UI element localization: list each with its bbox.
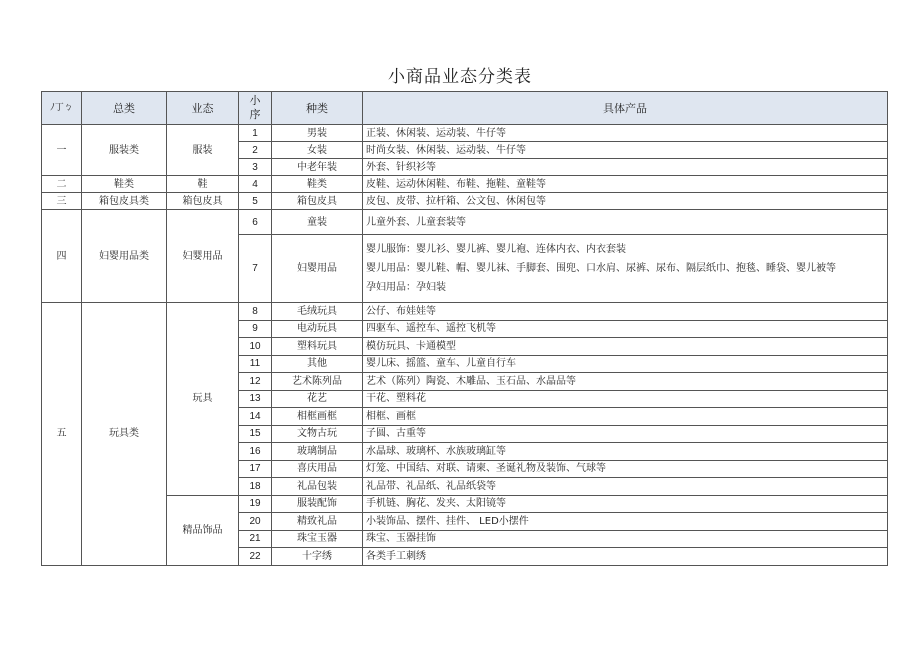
row-products: [363, 548, 888, 566]
product-line: 婴儿用品：婴儿鞋、帽、婴儿袜、手脚套、围兜、口水肩、尿裤、尿布、隔层纸巾、抱毯、睡袋、婴儿被等: [366, 263, 836, 274]
row-seq: 二: [42, 176, 82, 193]
product-line: 孕妇用品：孕妇装: [366, 282, 446, 293]
row-num: 3: [239, 159, 272, 176]
row-kind: 其他: [272, 355, 363, 373]
row-kind: 中老年装: [272, 159, 363, 176]
product-line: 各类手工刺绣: [366, 550, 426, 562]
product-line: 艺术（陈列）陶瓷、木雕品、玉石品、水晶品等: [366, 375, 576, 387]
row-num: 5: [239, 193, 272, 210]
row-business: 妇婴用品: [167, 210, 239, 303]
table-header-row: [42, 92, 888, 125]
row-kind: 珠宝玉器: [272, 530, 363, 548]
row-kind: 电动玩具: [272, 320, 363, 338]
table-body: [42, 125, 888, 566]
row-kind: 妇婴用品: [272, 235, 363, 303]
row-products: [363, 425, 888, 443]
header-business: 业态: [167, 92, 239, 125]
row-products: [363, 530, 888, 548]
header-category: 总类: [82, 92, 167, 125]
row-products: [363, 125, 888, 142]
row-kind: 鞋类: [272, 176, 363, 193]
header-num: 小 序: [239, 92, 272, 125]
row-kind: 花艺: [272, 390, 363, 408]
row-kind: 艺术陈列品: [272, 373, 363, 391]
row-kind: 精致礼品: [272, 513, 363, 531]
row-kind: 塑料玩具: [272, 338, 363, 356]
row-products: [363, 176, 888, 193]
row-seq: 五: [42, 303, 82, 566]
product-line: 子圆、古重等: [366, 428, 426, 440]
row-products: [363, 142, 888, 159]
row-products: [363, 443, 888, 461]
row-kind: 箱包皮具: [272, 193, 363, 210]
product-line: 婴儿床、摇篮、童车、儿童自行车: [366, 358, 516, 370]
product-line: 干花、塑料花: [366, 393, 426, 405]
row-kind: 文物古玩: [272, 425, 363, 443]
table-row: [42, 495, 888, 513]
row-num: 16: [239, 443, 272, 461]
product-line: 婴儿服饰：婴儿衫、婴儿裤、婴儿袍、连体内衣、内衣套装: [366, 244, 626, 255]
row-category: 鞋类: [82, 176, 167, 193]
row-kind: 童装: [272, 210, 363, 235]
row-num: 6: [239, 210, 272, 235]
table-row: [42, 125, 888, 142]
row-num: 21: [239, 530, 272, 548]
row-num: 12: [239, 373, 272, 391]
row-kind: 毛绒玩具: [272, 303, 363, 321]
row-num: 1: [239, 125, 272, 142]
row-products: [363, 478, 888, 496]
product-line: 礼品带、礼品纸、礼品纸袋等: [366, 480, 496, 492]
row-category: 妇婴用品类: [82, 210, 167, 303]
row-num: 19: [239, 495, 272, 513]
row-num: 4: [239, 176, 272, 193]
table-row: [42, 210, 888, 235]
row-products: [363, 320, 888, 338]
row-num: 11: [239, 355, 272, 373]
row-products: [363, 460, 888, 478]
row-kind: 男装: [272, 125, 363, 142]
row-category: 玩具类: [82, 303, 167, 566]
row-products: [363, 303, 888, 321]
row-num: 17: [239, 460, 272, 478]
row-products: [363, 355, 888, 373]
row-num: 22: [239, 548, 272, 566]
row-kind: 玻璃制品: [272, 443, 363, 461]
row-products: [363, 193, 888, 210]
product-line: 公仔、布娃娃等: [366, 305, 436, 317]
row-products: [363, 159, 888, 176]
row-products: [363, 390, 888, 408]
row-kind: 十字绣: [272, 548, 363, 566]
product-line: 儿童外套、儿童套装等: [366, 216, 466, 228]
product-line: 水晶球、玻璃杯、水族玻璃缸等: [366, 445, 506, 457]
header-products: 具体产品: [363, 92, 888, 125]
row-kind: 喜庆用品: [272, 460, 363, 478]
row-products: [363, 373, 888, 391]
product-line: 外套、针织衫等: [366, 161, 436, 173]
product-line: 模仿玩具、卡通模型: [366, 340, 456, 352]
product-line: 四驱车、遥控车、遥控飞机等: [366, 323, 496, 335]
product-line: 时尚女装、休闲装、运动装、牛仔等: [366, 144, 526, 156]
row-business: 服装: [167, 125, 239, 176]
row-products: [363, 235, 888, 303]
header-seq: ﾉ丁ㄅ: [42, 92, 82, 125]
row-num: 9: [239, 320, 272, 338]
row-num: 13: [239, 390, 272, 408]
row-num: 14: [239, 408, 272, 426]
row-num: 18: [239, 478, 272, 496]
product-line: 手机链、胸花、发夹、太阳镜等: [366, 498, 506, 510]
row-business: 箱包皮具: [167, 193, 239, 210]
header-kind: 种类: [272, 92, 363, 125]
row-business: 玩具: [167, 303, 239, 496]
product-line: 小装饰品、摆件、挂件、 LED小摆件: [366, 515, 529, 527]
row-seq: 一: [42, 125, 82, 176]
table-row: [42, 176, 888, 193]
row-num: 8: [239, 303, 272, 321]
row-products: [363, 210, 888, 235]
table-row: [42, 193, 888, 210]
product-line: 灯笼、中国结、对联、请柬、圣诞礼物及装饰、气球等: [366, 463, 606, 475]
row-products: [363, 408, 888, 426]
row-business: 精品饰品: [167, 495, 239, 565]
classification-table: [41, 91, 888, 566]
product-line: 珠宝、玉器挂饰: [366, 533, 436, 545]
product-line: 皮包、皮带、拉杆箱、公文包、休闲包等: [366, 195, 546, 207]
row-kind: 服装配饰: [272, 495, 363, 513]
row-num: 15: [239, 425, 272, 443]
row-products: [363, 338, 888, 356]
row-num: 10: [239, 338, 272, 356]
product-line: 相框、画框: [366, 410, 416, 422]
row-seq: 四: [42, 210, 82, 303]
row-kind: 相框画框: [272, 408, 363, 426]
row-num: 7: [239, 235, 272, 303]
row-num: 20: [239, 513, 272, 531]
row-num: 2: [239, 142, 272, 159]
row-products: [363, 495, 888, 513]
product-line: 正装、休闲装、运动装、牛仔等: [366, 127, 506, 139]
row-kind: 礼品包装: [272, 478, 363, 496]
product-line: 皮鞋、运动休闲鞋、布鞋、拖鞋、童鞋等: [366, 178, 546, 190]
row-category: 服装类: [82, 125, 167, 176]
row-products: [363, 513, 888, 531]
row-seq: 三: [42, 193, 82, 210]
row-kind: 女装: [272, 142, 363, 159]
row-category: 箱包皮具类: [82, 193, 167, 210]
page-title: 小商品业态分类表: [388, 67, 532, 87]
table-row: [42, 303, 888, 321]
row-business: 鞋: [167, 176, 239, 193]
